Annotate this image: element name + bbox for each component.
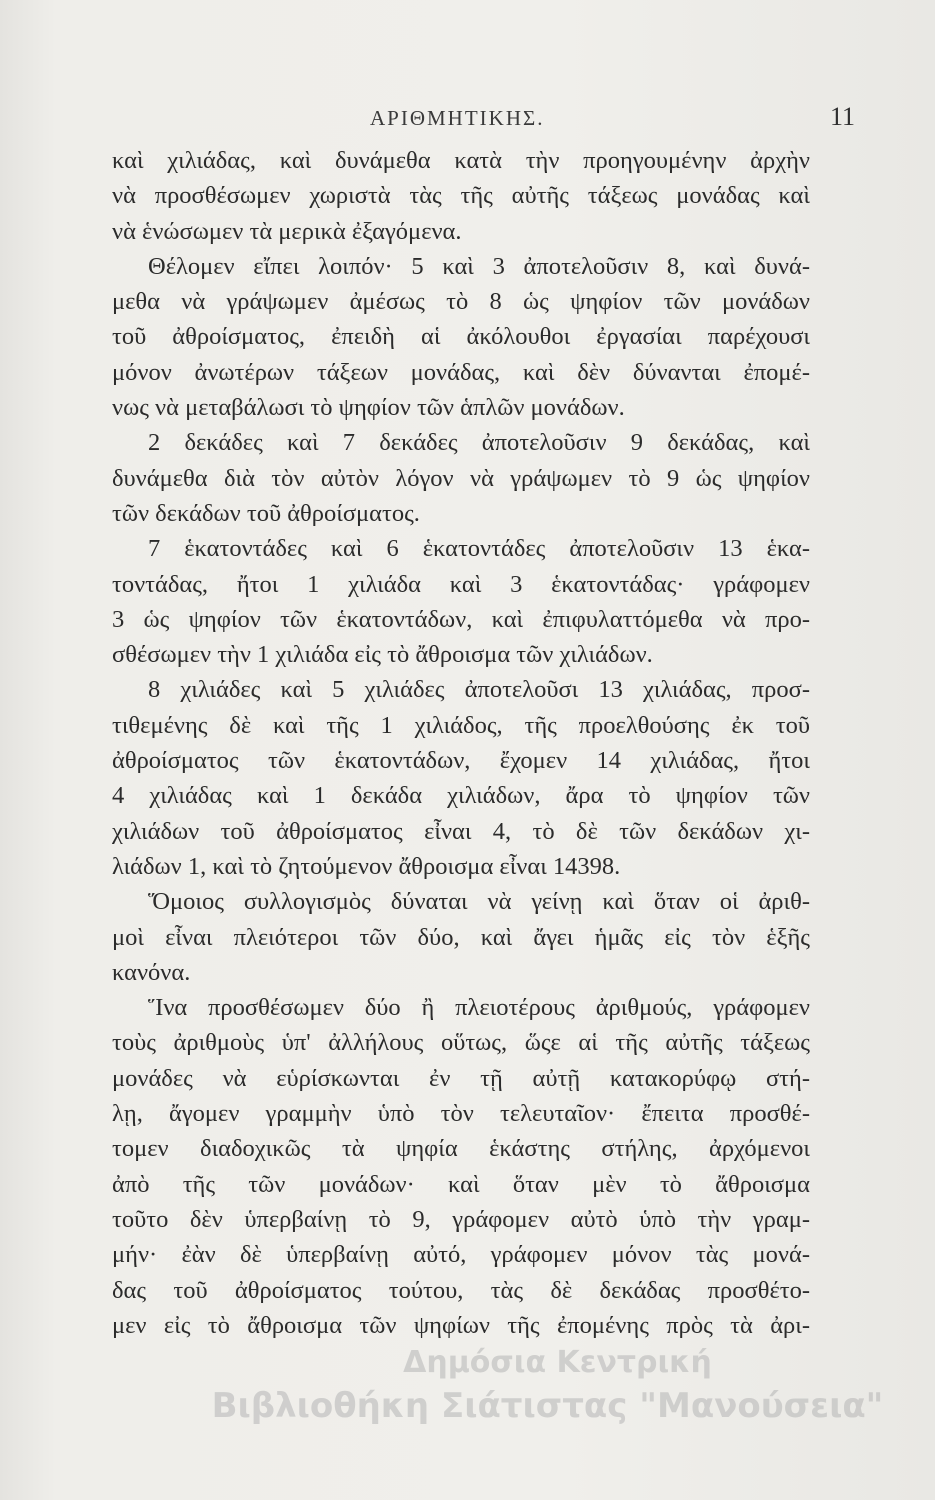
running-head: ΑΡΙΘΜΗΤΙΚΗΣ. [370,106,545,130]
text-line: ἀπὸ τῆς τῶν μονάδων· καὶ ὅταν μὲν τὸ ἄθροισμα [112,1170,810,1198]
text-line: ἀθροίσματος τῶν ἑκατοντάδων, ἔχομεν 14 χιλιάδας, ἤτοι [112,747,810,775]
text-line: μονάδες νὰ εὑρίσκωνται ἐν τῇ αὐτῇ κατακορύφῳ στή- [112,1064,810,1092]
library-watermark [0,1343,935,1429]
text-line: τοῦ ἀθροίσματος, ἐπειδὴ αἱ ἀκόλουθοι ἐργασίαι παρέχουσι [112,323,810,351]
text-line: νως νὰ μεταβάλωσι τὸ ψηφίον τῶν ἁπλῶν μονάδων. [112,394,625,422]
body-text [112,143,810,1343]
text-line: νὰ προσθέσωμεν χωριστὰ τὰς τῆς αὐτῆς τάξεως μονάδας καὶ [112,182,810,210]
watermark-line-2: Βιβλιοθήκη Σιάτιστας "Μανούσεια" [211,1386,884,1426]
text-line: τιθεμένης δὲ καὶ τῆς 1 χιλιάδος, τῆς προελθούσης ἐκ τοῦ [112,711,810,739]
text-line: λιάδων 1, καὶ τὸ ζητούμενον ἄθροισμα εἶναι 14398. [112,852,621,880]
text-line: 2 δεκάδες καὶ 7 δεκάδες ἀποτελοῦσιν 9 δεκάδας, καὶ [148,429,810,457]
text-line: κανόνα. [112,958,191,986]
text-line: δυνάμεθα διὰ τὸν αὐτὸν λόγον νὰ γράψωμεν τὸ 9 ὡς ψηφίον [112,464,810,492]
text-line: μήν· ἐὰν δὲ ὑπερβαίνῃ αὐτό, γράφομεν μόνον τὰς μονά- [112,1241,810,1269]
page-header [0,98,935,138]
text-line: μοὶ εἶναι πλειότεροι τῶν δύο, καὶ ἄγει ἡμᾶς εἰς τὸν ἑξῆς [112,923,810,951]
text-line: σθέσωμεν τὴν 1 χιλιάδα εἰς τὸ ἄθροισμα τῶν χιλιάδων. [112,641,653,669]
text-line: καὶ χιλιάδας, καὶ δυνάμεθα κατὰ τὴν προηγουμένην ἀρχὴν [112,147,810,174]
text-line: χιλιάδων τοῦ ἀθροίσματος εἶναι 4, τὸ δὲ τῶν δεκάδων χι- [112,817,810,845]
watermark-line-1: Δημόσια Κεντρική [403,1345,712,1380]
page-number: 11 [829,102,855,131]
text-line: τοῦτο δὲν ὑπερβαίνῃ τὸ 9, γράφομεν αὐτὸ ὑπὸ τὴν γραμ- [112,1205,810,1233]
text-line: 3 ὡς ψηφίον τῶν ἑκατοντάδων, καὶ ἐπιφυλαττόμεθα νὰ προ- [112,605,810,633]
text-line: δας τοῦ ἀθροίσματος τούτου, τὰς δὲ δεκάδας προσθέτο- [112,1276,810,1304]
text-line: μόνον ἀνωτέρων τάξεων μονάδας, καὶ δὲν δύνανται ἐπομέ- [112,358,810,386]
text-line: μεν εἰς τὸ ἄθροισμα τῶν ψηφίων τῆς ἐπομένης πρὸς τὰ ἀρι- [112,1311,810,1339]
text-line: Ὅμοιος συλλογισμὸς δύναται νὰ γείνῃ καὶ ὅταν οἱ ἀριθ- [148,888,810,916]
text-line: 4 χιλιάδας καὶ 1 δεκάδα χιλιάδων, ἄρα τὸ ψηφίον τῶν [112,782,810,810]
text-line: 7 ἑκατοντάδες καὶ 6 ἑκατοντάδες ἀποτελοῦσιν 13 ἑκα- [148,535,810,563]
text-line: Ἵνα προσθέσωμεν δύο ἢ πλειοτέρους ἀριθμούς, γράφομεν [148,994,810,1022]
text-line: τῶν δεκάδων τοῦ ἀθροίσματος. [112,499,420,527]
text-line: Θέλομεν εἴπει λοιπόν· 5 καὶ 3 ἀποτελοῦσιν 8, καὶ δυνά- [148,252,810,280]
text-line: μεθα νὰ γράψωμεν ἀμέσως τὸ 8 ὡς ψηφίον τῶν μονάδων [112,288,810,316]
text-line: τομεν διαδοχικῶς τὰ ψηφία ἑκάστης στήλης, ἀρχόμενοι [112,1135,810,1163]
text-line: τοὺς ἀριθμοὺς ὑπ' ἀλλήλους οὕτως, ὥςε αἱ τῆς αὐτῆς τάξεως [112,1029,810,1057]
text-line: 8 χιλιάδες καὶ 5 χιλιάδες ἀποτελοῦσι 13 χιλιάδας, προσ- [148,676,810,704]
text-line: λῃ, ἄγομεν γραμμὴν ὑπὸ τὸν τελευταῖον· ἔπειτα προσθέ- [112,1100,810,1128]
text-line: νὰ ἑνώσωμεν τὰ μερικὰ ἐξαγόμενα. [112,217,462,245]
text-line: τοντάδας, ἤτοι 1 χιλιάδα καὶ 3 ἑκατοντάδας· γράφομεν [112,570,810,598]
